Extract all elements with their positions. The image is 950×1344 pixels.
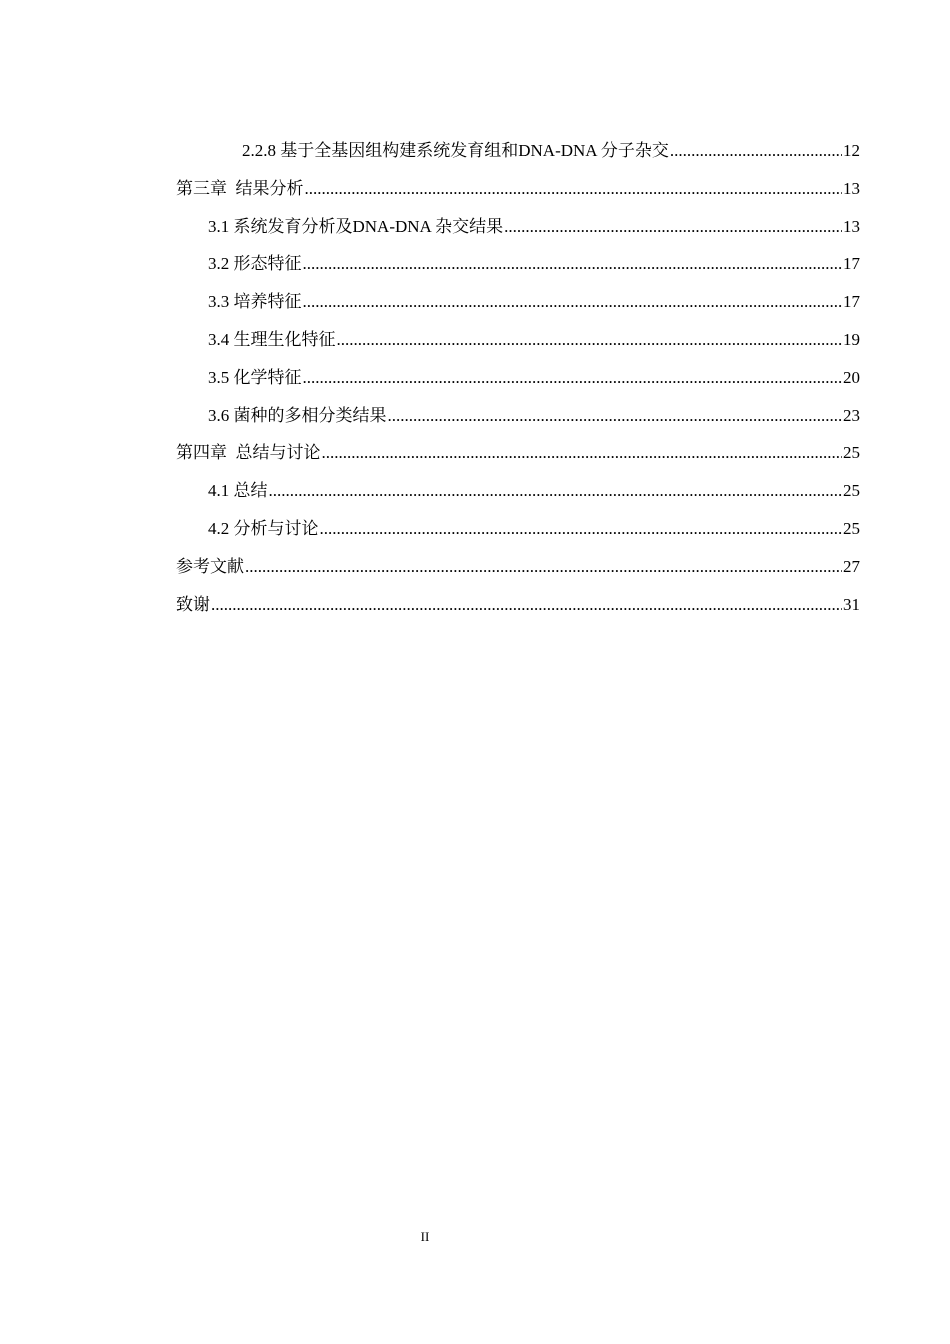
toc-entry-chapter-3[interactable] xyxy=(176,175,860,213)
dot-leader xyxy=(670,137,842,165)
toc-entry-title: 参考文献 xyxy=(176,556,244,576)
dot-leader xyxy=(388,402,843,430)
toc-entry-title: 第四章 总结与讨论 xyxy=(176,443,321,463)
toc-entry-page: 19 xyxy=(843,329,860,349)
toc-entry-page: 31 xyxy=(843,594,860,614)
toc-entry-title: 3.5 化学特征 xyxy=(208,367,302,387)
toc-entry-title: 第三章 结果分析 xyxy=(176,178,304,198)
dot-leader xyxy=(211,591,842,619)
toc-entry-3-2[interactable] xyxy=(176,250,860,288)
dot-leader xyxy=(303,364,843,392)
toc-entry-page: 13 xyxy=(843,178,860,198)
dot-leader xyxy=(303,250,843,278)
toc-entry-page: 25 xyxy=(843,481,860,501)
toc-entry-page: 25 xyxy=(843,518,860,538)
toc-entry-3-3[interactable] xyxy=(176,288,860,326)
toc-entry-3-1[interactable] xyxy=(176,213,860,251)
dot-leader xyxy=(245,553,842,581)
dot-leader xyxy=(269,477,843,505)
toc-entry-title: 4.1 总结 xyxy=(208,481,268,501)
toc-entry-page: 12 xyxy=(843,141,860,160)
dot-leader xyxy=(337,326,843,354)
dot-leader xyxy=(303,288,843,316)
toc-entry-page: 20 xyxy=(843,367,860,387)
dot-leader xyxy=(504,213,842,241)
table-of-contents xyxy=(176,137,860,628)
toc-entry-3-4[interactable] xyxy=(176,326,860,364)
toc-entry-title: 3.2 形态特征 xyxy=(208,254,302,274)
toc-entry-title: 2.2.8 基于全基因组构建系统发育组和DNA-DNA 分子杂交 xyxy=(242,141,669,160)
toc-entry-title: 3.3 培养特征 xyxy=(208,292,302,312)
toc-entry-page: 25 xyxy=(843,443,860,463)
toc-entry-2-2-8[interactable] xyxy=(176,137,860,175)
dot-leader xyxy=(320,515,843,543)
toc-entry-page: 23 xyxy=(843,405,860,425)
toc-entry-title: 3.6 菌种的多相分类结果 xyxy=(208,405,387,425)
dot-leader xyxy=(305,175,843,203)
toc-entry-4-1[interactable] xyxy=(176,477,860,515)
toc-entry-references[interactable] xyxy=(176,553,860,591)
toc-entry-title: 3.4 生理生化特征 xyxy=(208,329,336,349)
page-number: II xyxy=(420,1229,430,1244)
toc-entry-3-5[interactable] xyxy=(176,364,860,402)
toc-entry-title: 3.1 系统发育分析及DNA-DNA 杂交结果 xyxy=(208,216,504,236)
toc-entry-page: 17 xyxy=(843,292,860,312)
toc-entry-page: 27 xyxy=(843,556,860,576)
toc-entry-acknowledgements[interactable] xyxy=(176,591,860,629)
toc-entry-page: 13 xyxy=(843,216,860,236)
toc-entry-title: 致谢 xyxy=(176,594,210,614)
toc-entry-page: 17 xyxy=(843,254,860,274)
toc-entry-4-2[interactable] xyxy=(176,515,860,553)
toc-entry-title: 4.2 分析与讨论 xyxy=(208,518,319,538)
toc-entry-chapter-4[interactable] xyxy=(176,439,860,477)
toc-entry-3-6[interactable] xyxy=(176,402,860,440)
dot-leader xyxy=(322,439,843,467)
